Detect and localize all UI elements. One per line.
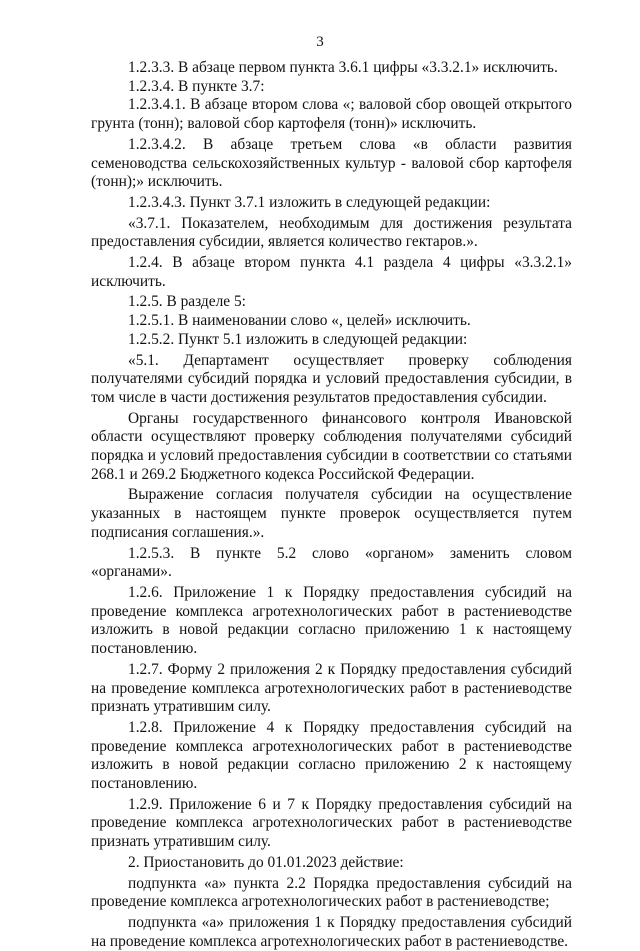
paragraph-1-2-5-3: 1.2.5.3. В пункте 5.2 слово «органом» заменить словом «органами». (91, 544, 572, 581)
paragraph-1-2-8: 1.2.8. Приложение 4 к Порядку предоставления субсидий на проведение комплекса агротехнологических работ в растениеводстве изложить в новой редакции согласно приложению 2 к настоящему постановлению. (91, 718, 572, 793)
paragraph-consent: Выражение согласия получателя субсидии на осуществление указанных в настоящем пункте проверок осуществляется путем подписания соглашения.». (91, 486, 572, 541)
paragraph-1-2-3-4-1: 1.2.3.4.1. В абзаце втором слова «; валовой сбор овощей открытого грунта (тонн); валовой сбор картофеля (тонн)» исключить. (91, 96, 572, 133)
paragraph-1-2-3-3: 1.2.3.3. В абзаце первом пункта 3.6.1 цифры «3.3.2.1» исключить. (128, 59, 558, 76)
paragraph-1-2-6: 1.2.6. Приложение 1 к Порядку предоставления субсидий на проведение комплекса агротехнологических работ в растениеводстве изложить в новой редакции согласно приложению 1 к настоящему постановлению. (91, 583, 572, 658)
paragraph-1-2-3-4: 1.2.3.4. В пункте 3.7: (128, 77, 265, 95)
paragraph-1-2-3-4-2: 1.2.3.4.2. В абзаце третьем слова «в области развития семеноводства сельскохозяйственных культур - валовой сбор картофеля (тонн);» исключить. (91, 135, 572, 191)
page-number: 3 (316, 34, 324, 50)
paragraph-financial-control: Органы государственного финансового контроля Ивановской области осуществляют проверку соблюдения получателями субсидий порядка и условий предоставления субсидии в соответствии со статьями 268.1 и 269.2 Бюджетного кодекса Российской Федерации. (91, 409, 572, 483)
paragraph-1-2-4: 1.2.4. В абзаце втором пункта 4.1 раздела 4 цифры «3.3.2.1» исключить. (91, 254, 572, 290)
paragraph-1-2-5: 1.2.5. В разделе 5: (128, 293, 246, 311)
paragraph-1-2-5-2: 1.2.5.2. Пункт 5.1 изложить в следующей редакции: (128, 330, 468, 348)
document-body (91, 59, 572, 951)
paragraph-1-2-7: 1.2.7. Форму 2 приложения 2 к Порядку предоставления субсидий на проведение комплекса агротехнологических работ в растениеводстве признать утратившим силу. (91, 660, 572, 716)
paragraph-subpoint-a-2-2: подпункта «а» пункта 2.2 Порядка предоставления субсидий на проведение комплекса агротехнологических работ в растениеводстве; (91, 874, 572, 911)
paragraph-subpoint-a-appendix-1: подпункта «а» приложения 1 к Порядку предоставления субсидий на проведение комплекса агротехнологических работ в растениеводстве. (91, 913, 572, 950)
paragraph-quote-3-7-1: «3.7.1. Показателем, необходимым для достижения результата предоставления субсидии, является количество гектаров.». (91, 214, 572, 251)
paragraph-1-2-3-4-3: 1.2.3.4.3. Пункт 3.7.1 изложить в следующей редакции: (128, 193, 491, 211)
paragraph-2: 2. Приостановить до 01.01.2023 действие: (128, 853, 404, 871)
paragraph-1-2-5-1: 1.2.5.1. В наименовании слово «, целей» исключить. (128, 312, 471, 330)
paragraph-quote-5-1: «5.1. Департамент осуществляет проверку соблюдения получателями субсидий порядка и условий предоставления субсидии, в том числе в части достижения результатов предоставления субсидии. (91, 351, 572, 406)
paragraph-1-2-9: 1.2.9. Приложение 6 и 7 к Порядку предоставления субсидий на проведение комплекса агротехнологических работ в растениеводстве признать утратившим силу. (91, 795, 572, 851)
